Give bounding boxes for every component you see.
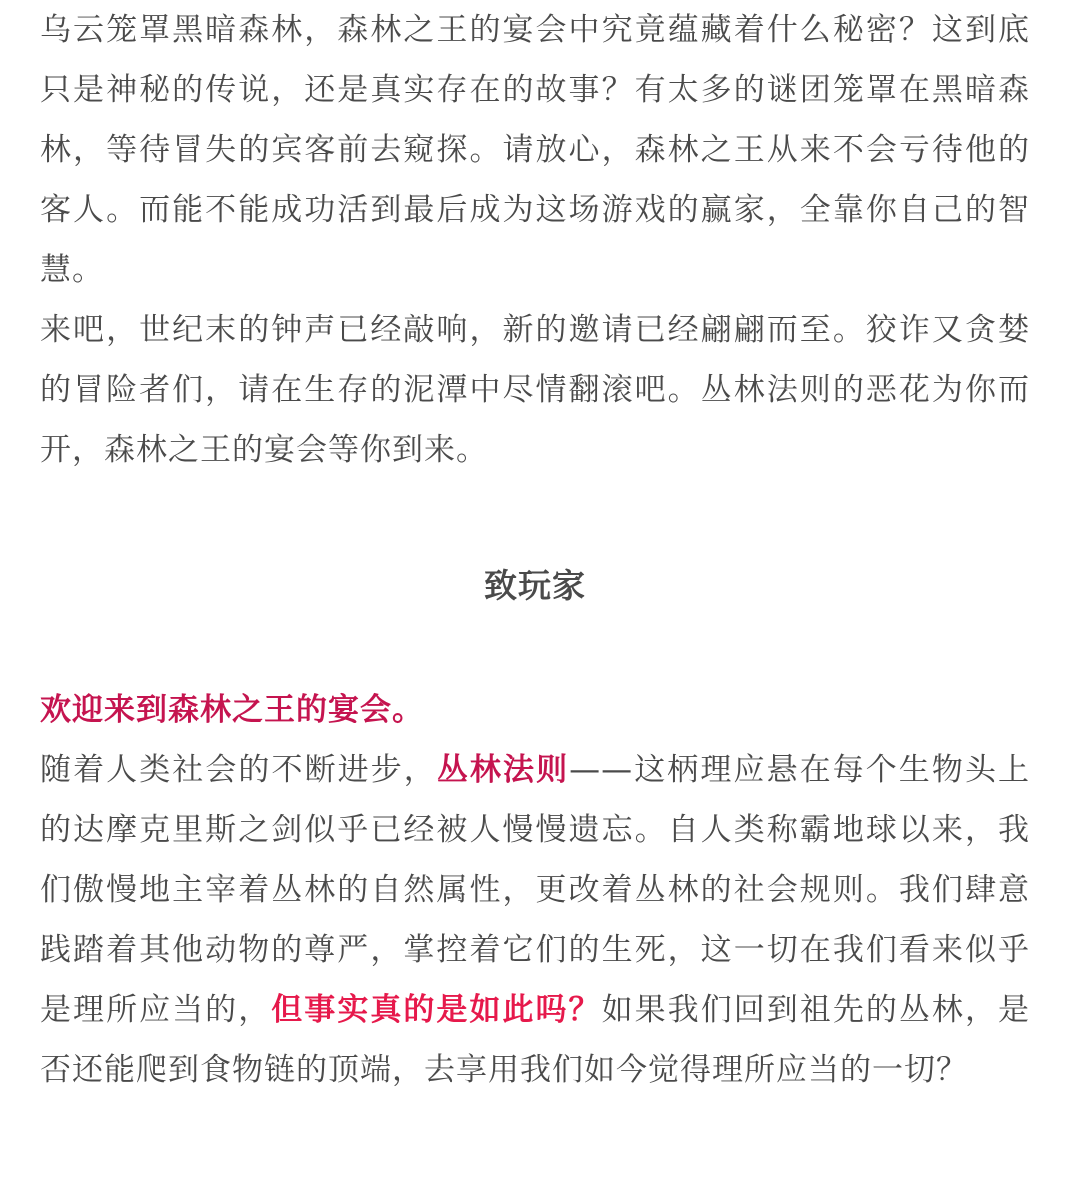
- body-paragraph: [40, 740, 1030, 1100]
- body-text-part-3: 如果我们回到祖先的丛林，是否还能爬到食物链的顶端，去享用我们如今觉得理所应当的一切？: [40, 992, 1031, 1088]
- welcome-line: 欢迎来到森林之王的宴会。: [40, 692, 424, 728]
- section-spacer: [40, 616, 1030, 680]
- intro-paragraph-1: 乌云笼罩黑暗森林，森林之王的宴会中究竟蕴藏着什么秘密？这到底只是神秘的传说，还是真实存在的故事？有太多的谜团笼罩在黑暗森林，等待冒失的宾客前去窥探。请放心，森林之王从来不会亏待他的客人。而能不能成功活到最后成为这场游戏的赢家，全靠你自己的智慧。: [40, 12, 1030, 288]
- body-text-part-2: ——这柄理应悬在每个生物头上的达摩克里斯之剑似乎已经被人慢慢遗忘。自人类称霸地球以来，我们傲慢地主宰着丛林的自然属性，更改着丛林的社会规则。我们肆意践踏着其他动物的尊严，掌控着它们的生死，这一切在我们看来似乎是理所应当的，: [40, 752, 1031, 1028]
- intro-paragraph-2: 来吧，世纪末的钟声已经敲响，新的邀请已经翩翩而至。狡诈又贪婪的冒险者们，请在生存的泥潭中尽情翻滚吧。丛林法则的恶花为你而开，森林之王的宴会等你到来。: [40, 312, 1030, 468]
- highlight-question: 但事实真的是如此吗？: [271, 992, 602, 1028]
- section-spacer: [40, 480, 1030, 556]
- body-text-part-1: 随着人类社会的不断进步，: [40, 752, 437, 788]
- article-content: [40, 0, 1030, 1100]
- section-heading: 致玩家: [484, 566, 586, 605]
- highlight-jungle-law: 丛林法则: [436, 752, 570, 788]
